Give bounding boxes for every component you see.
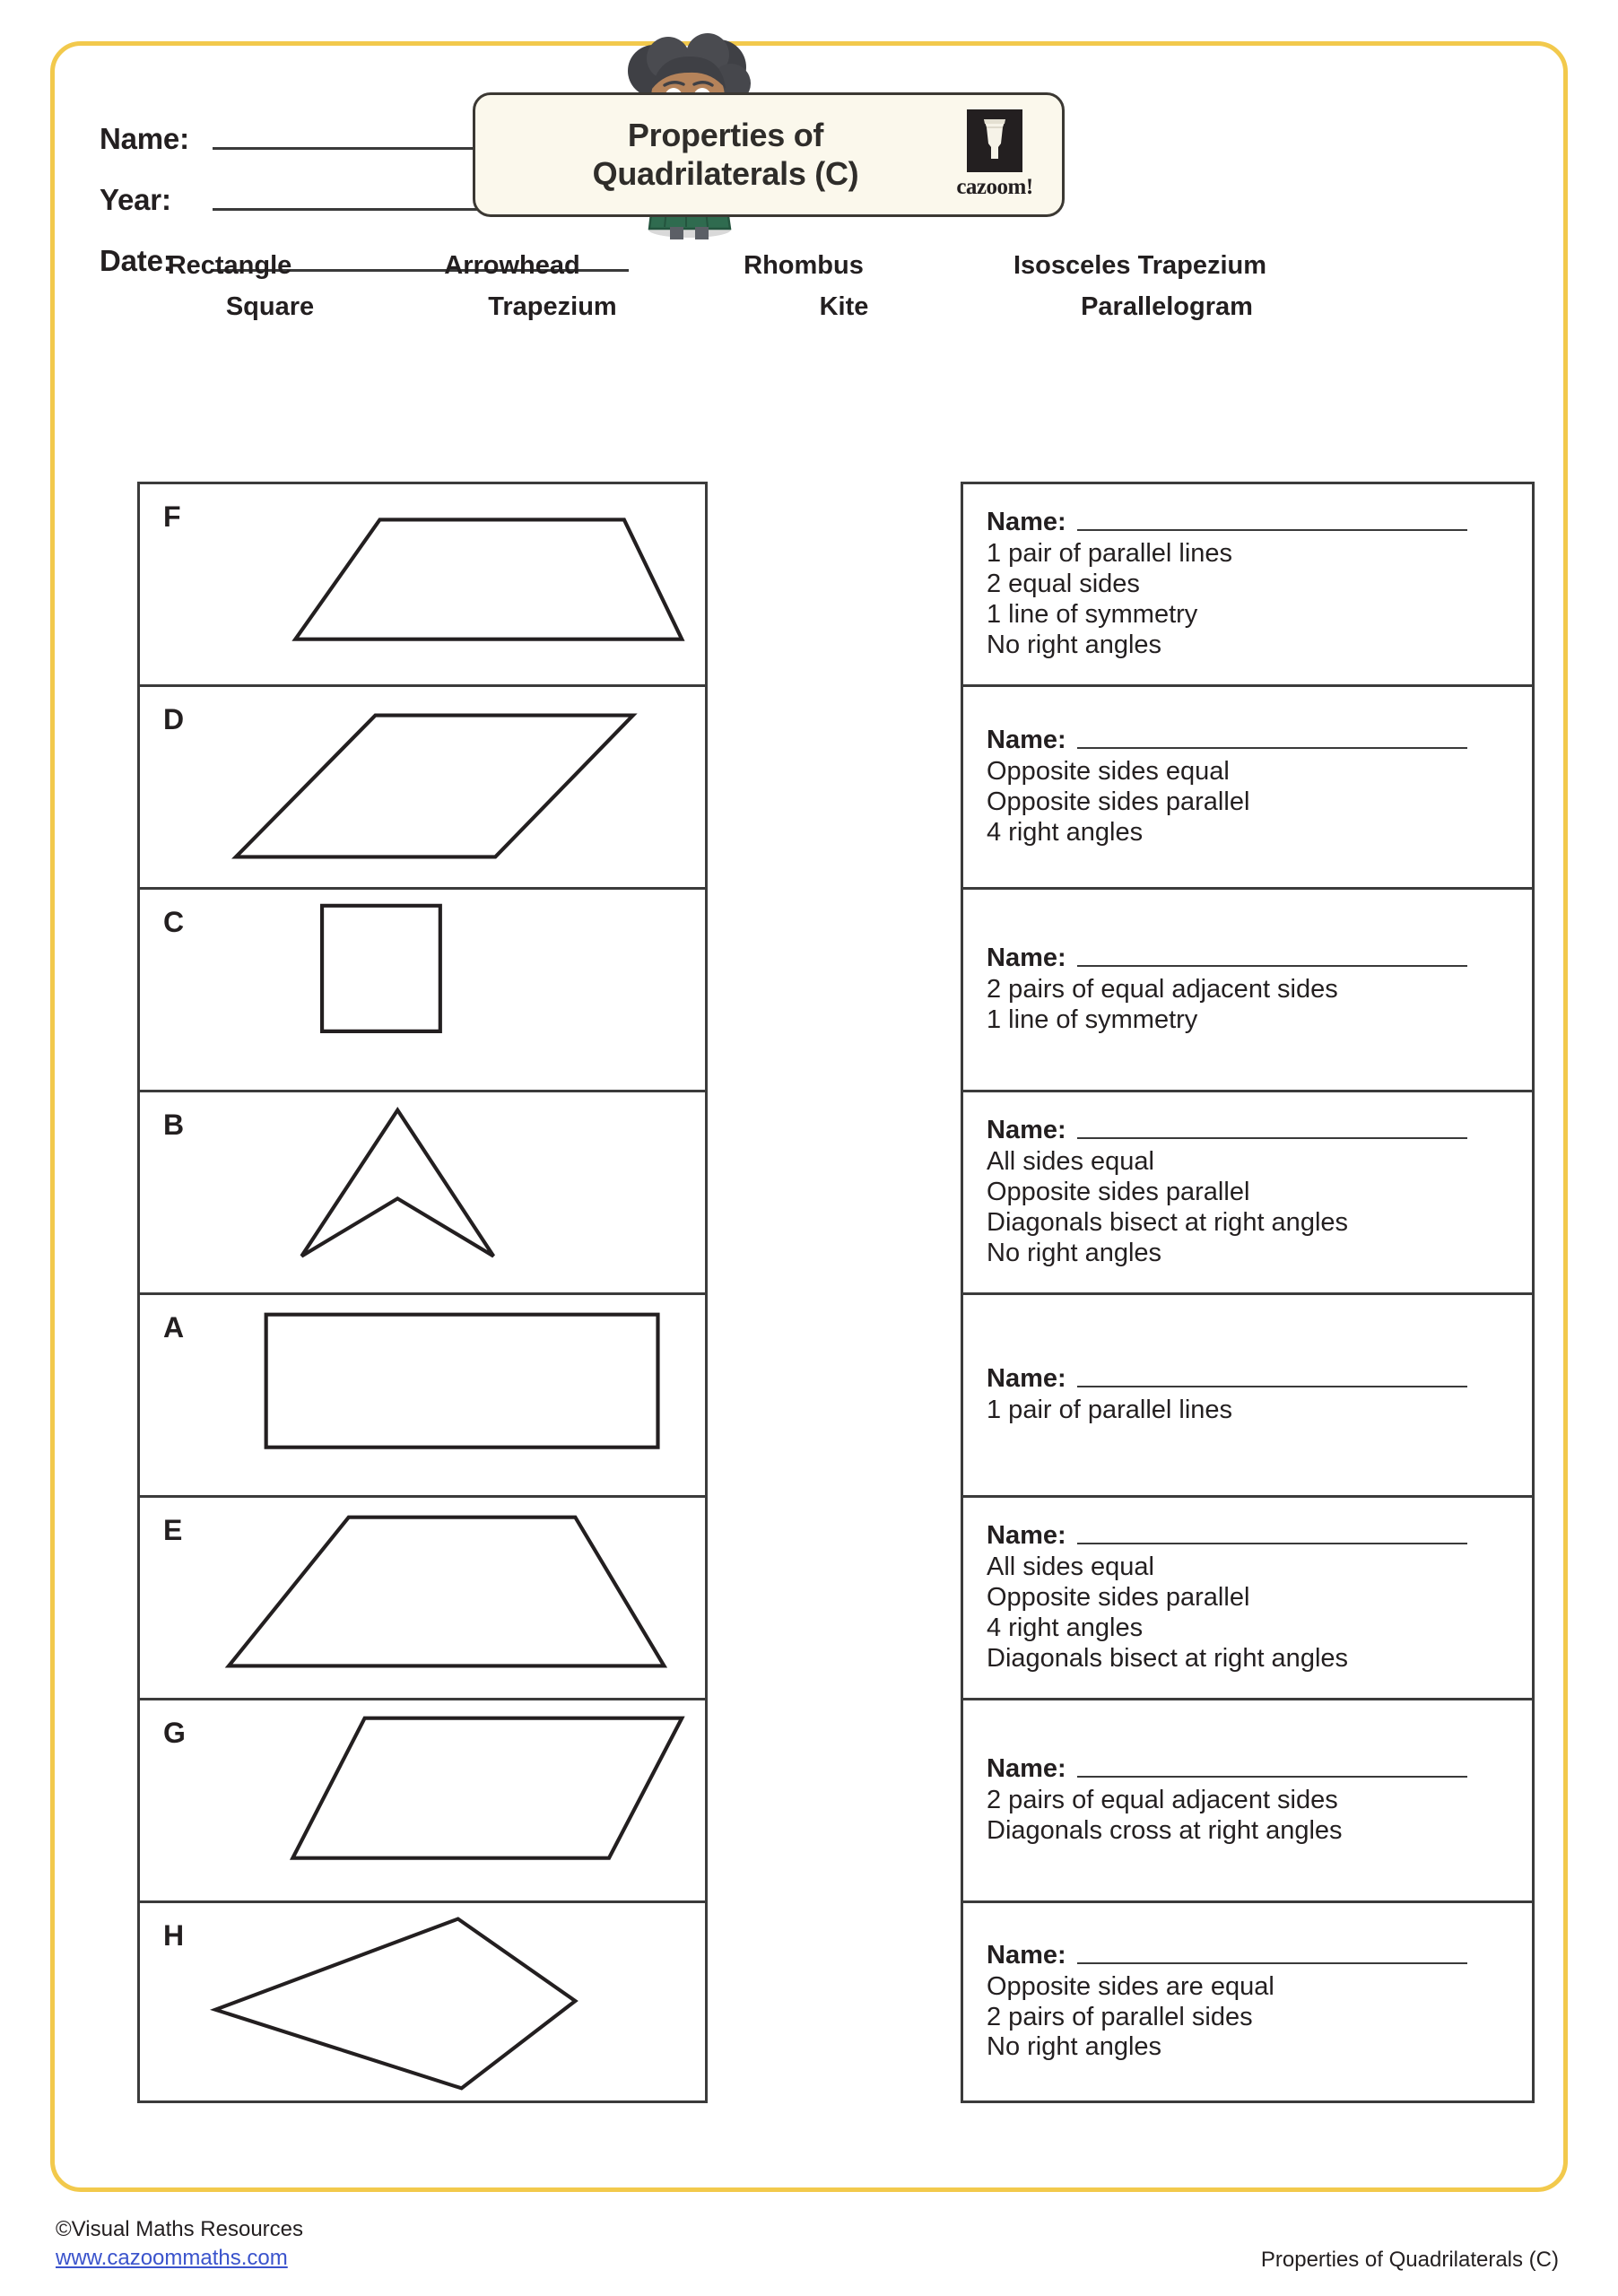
property-name-row — [987, 1754, 1509, 1784]
word-bank — [55, 245, 1563, 327]
property-name-row — [987, 1941, 1509, 1970]
word-bank-item[interactable]: Kite — [819, 291, 869, 321]
property-card — [961, 684, 1535, 887]
shape-cell-h — [137, 1900, 708, 2103]
shape-cell-e — [137, 1495, 708, 1698]
title-line-1: Properties of — [627, 117, 824, 154]
property-name-row — [987, 944, 1509, 973]
property-card — [961, 1495, 1535, 1698]
wide-parallelogram-shape — [140, 1700, 705, 1900]
word-bank-row-2 — [91, 286, 1527, 327]
copyright-text: ©Visual Maths Resources — [56, 2217, 304, 2241]
property-card — [961, 482, 1535, 684]
shape-label: A — [163, 1311, 185, 1344]
property-name-label: Name: — [987, 726, 1066, 755]
property-line: Opposite sides equal — [987, 757, 1230, 787]
website-link[interactable]: www.cazoommaths.com — [56, 2246, 288, 2271]
property-line: 4 right angles — [987, 817, 1144, 847]
shape-cell-b — [137, 1090, 708, 1292]
property-line: 2 pairs of equal adjacent sides — [987, 1786, 1338, 1815]
property-name-row — [987, 1521, 1509, 1551]
kite-shape — [140, 1903, 705, 2100]
word-bank-item[interactable]: Trapezium — [488, 291, 617, 321]
property-line: 2 equal sides — [987, 570, 1140, 599]
properties-column — [961, 482, 1535, 2103]
trapezium-shape — [140, 1498, 705, 1698]
property-name-input[interactable] — [1077, 1543, 1467, 1544]
property-line: 1 pair of parallel lines — [987, 539, 1233, 569]
property-card — [961, 1292, 1535, 1495]
isosceles-trapezium-shape — [140, 484, 705, 684]
property-line: No right angles — [987, 630, 1162, 659]
property-name-label: Name: — [987, 1116, 1066, 1145]
property-name-input[interactable] — [1077, 1386, 1467, 1387]
worksheet-page — [50, 41, 1568, 2192]
shape-label: G — [163, 1717, 186, 1749]
shape-label: D — [163, 703, 185, 735]
shape-label: F — [163, 500, 181, 533]
rectangle-shape — [140, 1295, 705, 1495]
word-bank-item[interactable]: Arrowhead — [444, 250, 580, 280]
cazoom-logo — [942, 109, 1048, 200]
word-bank-item[interactable]: Rectangle — [167, 250, 292, 280]
property-name-label: Name: — [987, 1521, 1066, 1551]
property-line: Opposite sides parallel — [987, 1583, 1250, 1613]
word-bank-item[interactable]: Parallelogram — [1081, 291, 1253, 321]
worksheet-header — [55, 46, 1563, 321]
shape-cell-a — [137, 1292, 708, 1495]
property-name-input[interactable] — [1077, 1962, 1467, 1964]
property-line: 1 line of symmetry — [987, 600, 1198, 629]
page-footer — [50, 2215, 1568, 2296]
property-line: 2 pairs of equal adjacent sides — [987, 975, 1338, 1004]
property-line: No right angles — [987, 2032, 1162, 2062]
property-name-label: Name: — [987, 944, 1066, 973]
property-name-input[interactable] — [1077, 1137, 1467, 1139]
property-line: 2 pairs of parallel sides — [987, 2002, 1253, 2031]
property-line: 4 right angles — [987, 1613, 1144, 1642]
property-name-label: Name: — [987, 1364, 1066, 1394]
title-line-2: Quadrilaterals (C) — [592, 154, 859, 192]
shape-cell-f — [137, 482, 708, 684]
property-card — [961, 887, 1535, 1090]
footer-left-block — [56, 2215, 303, 2274]
property-name-input[interactable] — [1077, 529, 1467, 531]
shape-cell-c — [137, 887, 708, 1090]
shape-label: E — [163, 1514, 183, 1546]
arrowhead-shape — [140, 1092, 705, 1292]
property-name-label: Name: — [987, 1754, 1066, 1784]
property-line: All sides equal — [987, 1552, 1154, 1582]
worksheet-title-card — [473, 92, 1065, 217]
property-name-input[interactable] — [1077, 747, 1467, 749]
property-line: 1 pair of parallel lines — [987, 1396, 1233, 1425]
property-line: Diagonals bisect at right angles — [987, 1643, 1349, 1673]
shape-label: B — [163, 1109, 185, 1141]
parallelogram-shape — [140, 687, 705, 887]
word-bank-item[interactable]: Square — [225, 291, 315, 321]
shape-cell-d — [137, 684, 708, 887]
footer-sheet-title: Properties of Quadrilaterals (C) — [1260, 2248, 1559, 2272]
property-line: 1 line of symmetry — [987, 1005, 1198, 1034]
page-title — [475, 117, 942, 192]
property-line: No right angles — [987, 1238, 1162, 1267]
property-name-label: Name: — [987, 508, 1066, 537]
property-name-row — [987, 1116, 1509, 1145]
square-shape — [140, 890, 705, 1090]
property-name-input[interactable] — [1077, 965, 1467, 967]
cazoom-wordmark: cazoom! — [956, 175, 1033, 199]
shape-label: C — [163, 906, 185, 938]
shape-column — [137, 482, 708, 2103]
name-field-label: Name: — [100, 121, 189, 155]
property-line: Diagonals bisect at right angles — [987, 1208, 1349, 1237]
property-line: Diagonals cross at right angles — [987, 1816, 1343, 1845]
property-name-row — [987, 508, 1509, 537]
property-card — [961, 1698, 1535, 1900]
property-line: Opposite sides are equal — [987, 1971, 1274, 2001]
property-name-label: Name: — [987, 1940, 1066, 1970]
word-bank-item[interactable]: Rhombus — [744, 250, 864, 280]
shape-label: H — [163, 1919, 185, 1952]
drum-icon — [967, 109, 1022, 172]
date-field-label: Date: — [100, 243, 173, 277]
property-card — [961, 1900, 1535, 2103]
property-name-row — [987, 726, 1509, 755]
property-line: All sides equal — [987, 1147, 1154, 1177]
word-bank-item[interactable]: Isosceles Trapezium — [1013, 250, 1267, 280]
property-line: Opposite sides parallel — [987, 1178, 1250, 1207]
shape-cell-g — [137, 1698, 708, 1900]
word-bank-row-1 — [91, 245, 1527, 286]
property-name-input[interactable] — [1077, 1776, 1467, 1778]
property-card — [961, 1090, 1535, 1292]
year-field-label: Year: — [100, 182, 171, 216]
property-line: Opposite sides parallel — [987, 787, 1250, 817]
property-name-row — [987, 1364, 1509, 1394]
